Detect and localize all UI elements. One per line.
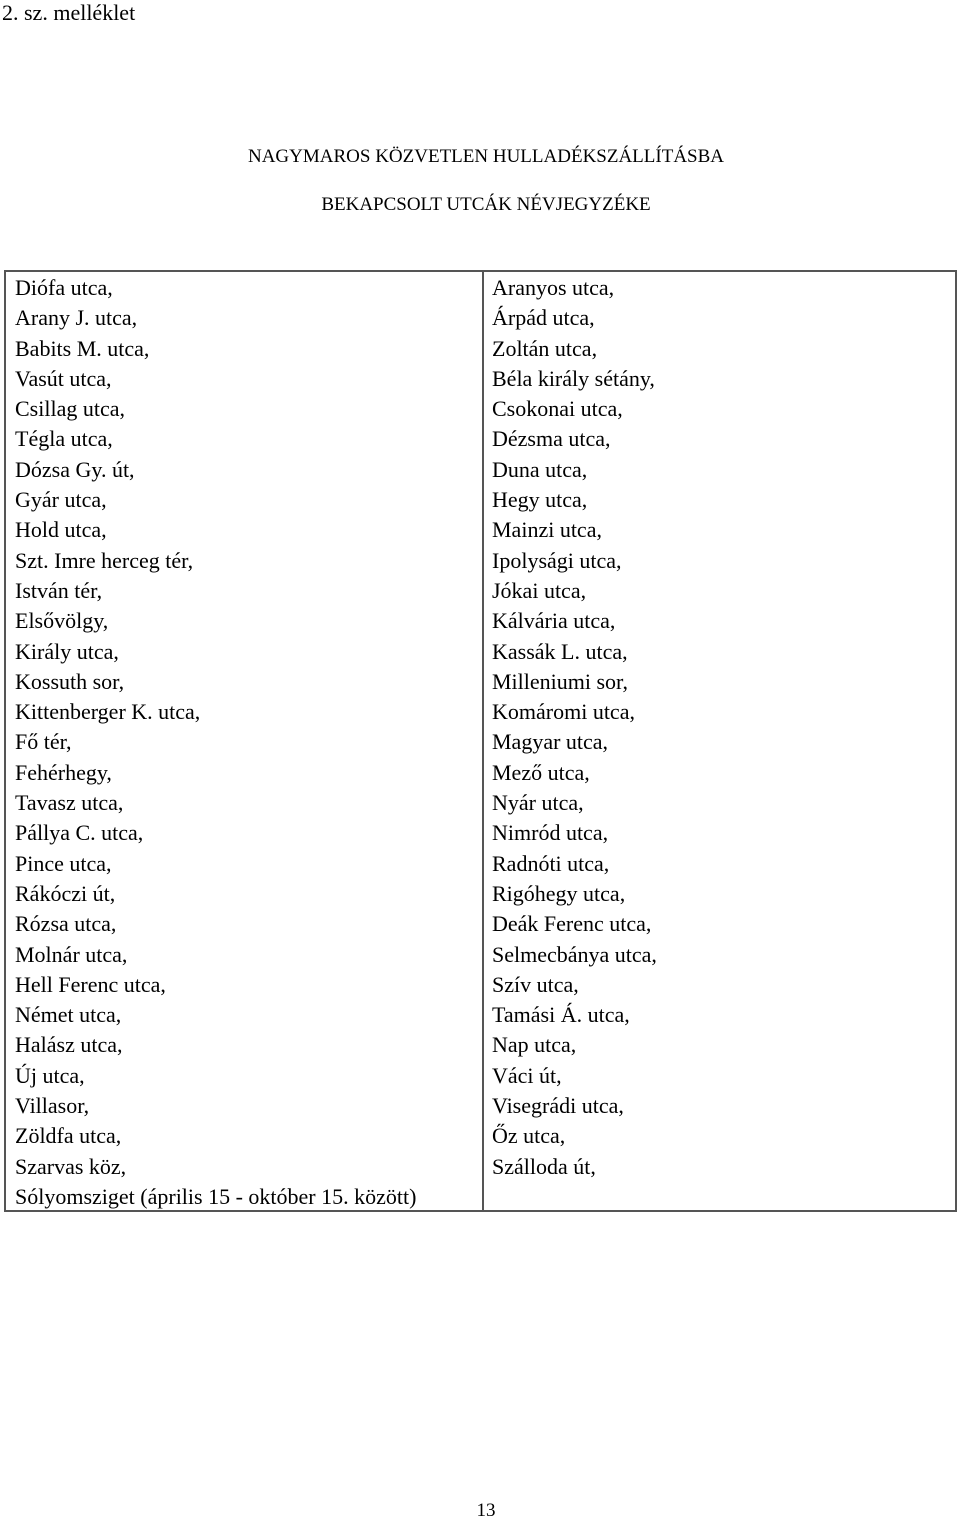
street-name: Fő tér, xyxy=(15,729,72,755)
street-name: Radnóti utca, xyxy=(492,850,610,876)
street-name: Arany J. utca, xyxy=(15,305,138,331)
street-name: Árpád utca, xyxy=(492,305,595,331)
street-name: Német utca, xyxy=(15,1002,122,1028)
street-name: Molnár utca, xyxy=(15,941,128,967)
street-name: Villasor, xyxy=(15,1093,90,1119)
street-name: Halász utca, xyxy=(15,1032,123,1058)
street-name: Nap utca, xyxy=(492,1032,577,1058)
street-name: Nyár utca, xyxy=(492,790,584,816)
document-title-line-1: NAGYMAROS KÖZVETLEN HULLADÉKSZÁLLÍTÁSBA xyxy=(247,146,725,167)
street-name: Rózsa utca, xyxy=(15,911,117,937)
street-name: Tégla utca, xyxy=(15,426,113,452)
street-name: Béla király sétány, xyxy=(492,365,655,391)
street-name: Kossuth sor, xyxy=(15,668,125,694)
streets-right-column xyxy=(492,273,657,1182)
street-name: István tér, xyxy=(15,577,103,603)
street-name: Hell Ferenc utca, xyxy=(15,971,166,997)
street-name: Váci út, xyxy=(492,1062,562,1088)
street-name: Király utca, xyxy=(15,638,119,664)
street-name: Selmecbánya utca, xyxy=(492,941,657,967)
streets-left-column xyxy=(15,273,416,1212)
street-name: Jókai utca, xyxy=(492,577,587,603)
street-name: Kassák L. utca, xyxy=(492,638,628,664)
annex-label: 2. sz. melléklet xyxy=(2,0,136,25)
street-name: Pállya C. utca, xyxy=(15,820,144,846)
street-name: Zoltán utca, xyxy=(492,335,598,361)
street-name: Pince utca, xyxy=(15,850,112,876)
street-name: Mainzi utca, xyxy=(492,517,602,543)
column-divider xyxy=(482,272,484,1210)
street-name: Szálloda út, xyxy=(492,1153,596,1179)
street-name: Rigóhegy utca, xyxy=(492,880,626,906)
street-name: Tavasz utca, xyxy=(15,790,124,816)
street-name: Szív utca, xyxy=(492,971,579,997)
street-name: Deák Ferenc utca, xyxy=(492,911,652,937)
street-name: Hegy utca, xyxy=(492,487,588,513)
street-name: Vasút utca, xyxy=(15,365,112,391)
street-name: Komáromi utca, xyxy=(492,699,635,725)
street-name: Magyar utca, xyxy=(492,729,609,755)
street-name: Csillag utca, xyxy=(15,396,125,422)
street-name: Mező utca, xyxy=(492,759,590,785)
street-name: Zöldfa utca, xyxy=(15,1123,122,1149)
street-name: Diófa utca, xyxy=(15,275,113,300)
street-name: Dózsa Gy. út, xyxy=(15,456,135,482)
document-title-line-2: BEKAPCSOLT UTCÁK NÉVJEGYZÉKE xyxy=(321,194,651,215)
street-name: Új utca, xyxy=(15,1062,85,1088)
street-name: Gyár utca, xyxy=(15,487,107,513)
street-name: Rákóczi út, xyxy=(15,880,116,906)
street-name: Hold utca, xyxy=(15,517,107,543)
street-name: Kittenberger K. utca, xyxy=(15,699,201,725)
page-number: 13 xyxy=(476,1500,496,1521)
street-name: Milleniumi sor, xyxy=(492,668,629,694)
street-name: Csokonai utca, xyxy=(492,396,623,422)
street-name: Nimród utca, xyxy=(492,820,609,846)
street-name: Szt. Imre herceg tér, xyxy=(15,547,194,573)
street-name: Aranyos utca, xyxy=(492,275,615,300)
street-name: Sólyomsziget (április 15 - október 15. között) xyxy=(15,1183,417,1209)
street-name: Szarvas köz, xyxy=(15,1153,127,1179)
street-name: Őz utca, xyxy=(492,1123,566,1149)
street-name: Elsővölgy, xyxy=(15,608,109,634)
street-name: Babits M. utca, xyxy=(15,335,150,361)
streets-table xyxy=(4,270,957,1212)
street-name: Kálvária utca, xyxy=(492,608,616,634)
street-name: Dézsma utca, xyxy=(492,426,611,452)
street-name: Visegrádi utca, xyxy=(492,1093,624,1119)
street-name: Duna utca, xyxy=(492,456,588,482)
street-name: Tamási Á. utca, xyxy=(492,1002,630,1028)
street-name: Fehérhegy, xyxy=(15,759,112,785)
street-name: Ipolysági utca, xyxy=(492,547,622,573)
